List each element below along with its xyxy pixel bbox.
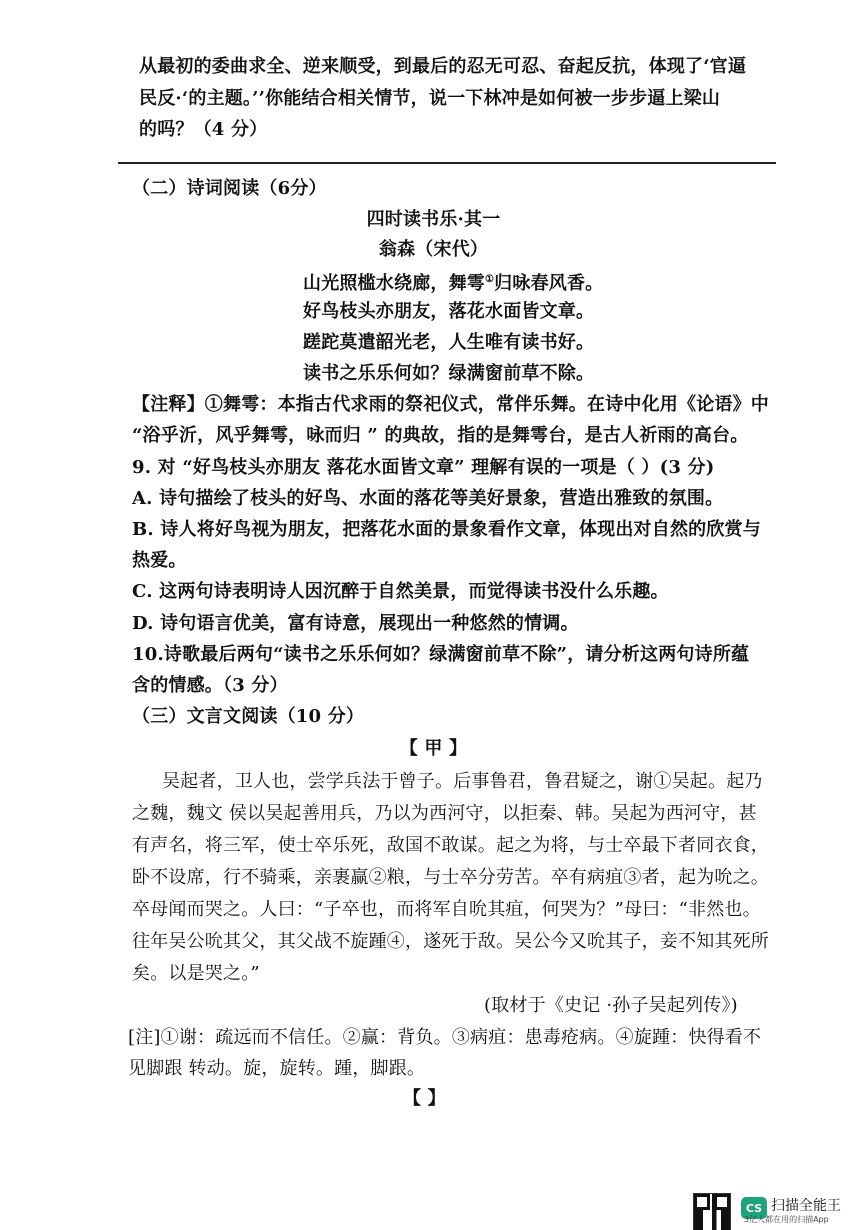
q9-option-d: D. 诗句语言优美，富有诗意，展现出一种悠然的情调。 <box>132 613 579 634</box>
part-jia-heading: 【 甲 】 <box>399 738 468 759</box>
poem-line-4: 读书之乐乐何如？绿满窗前草不除。 <box>303 363 595 384</box>
poem-line-2: 好鸟枝头亦朋友，落花水面皆文章。 <box>303 301 595 322</box>
classical-text-line-3: 有声名，将三军，使士卒乐死，敌国不敢谋。起之为将，与士卒最下者同衣食， <box>132 835 769 856</box>
scanner-brand-name: 扫描全能王 <box>771 1198 841 1214</box>
part-yi-heading: 【 】 <box>403 1088 446 1109</box>
poem-line-1-a: 山光照槛水绕廊，舞雩 <box>303 273 485 294</box>
qr-code-icon <box>694 1194 730 1230</box>
poem-line-3: 蹉跎莫遣韶光老，人生唯有读书好。 <box>303 332 595 353</box>
scanner-brand-tagline: 3亿人都在用的扫描App <box>744 1215 829 1224</box>
q9-option-c: C. 这两句诗表明诗人因沉醉于自然美景，而觉得读书没什么乐趣。 <box>132 581 669 602</box>
classical-text-line-6: 往年吴公吮其父，其父战不旋踵④，遂死于敌。吴公今又吮其子，妾不知其死所 <box>132 931 769 952</box>
footnote-mark: ① <box>485 274 495 285</box>
poem-title: 四时读书乐·其一 <box>366 209 501 230</box>
classical-text-line-7: 矣。以是哭之。” <box>132 963 260 984</box>
classical-note-2: 见脚跟 转动。旋，旋转。踵，脚跟。 <box>128 1058 426 1079</box>
poem-line-1-b: 归咏春风香。 <box>494 273 604 294</box>
q9-option-b-1: B. 诗人将好鸟视为朋友，把落花水面的景象看作文章，体现出对自然的欣赏与 <box>132 519 761 540</box>
q10-line-1: 10.诗歌最后两句“读书之乐乐何如？绿满窗前草不除”，请分析这两句诗所蕴 <box>132 644 750 665</box>
q8-line-3: 的吗？（4 分） <box>139 119 268 140</box>
classical-source: (取材于《史记 ·孙子吴起列传》) <box>484 995 738 1016</box>
poem-note-1: 【注释】①舞雩：本指古代求雨的祭祀仪式，常伴乐舞。在诗中化用《论语》中 <box>132 394 769 415</box>
classical-note-1: [注]①谢：疏远而不信任。②赢：背负。③病疽：患毒疮病。④旋踵：快得看不 <box>128 1027 762 1048</box>
classical-text-line-1: 吴起者，卫人也，尝学兵法于曾子。后事鲁君，鲁君疑之，谢①吴起。起乃 <box>162 771 763 792</box>
section3-heading: （三）文言文阅读（10 分） <box>132 706 365 727</box>
classical-text-line-2: 之魏，魏文 侯以吴起善用兵，乃以为西河守，以拒秦、韩。吴起为西河守，甚 <box>132 803 757 824</box>
badge-text: CS <box>745 1201 763 1215</box>
section-divider <box>118 162 776 164</box>
q9-stem: 9. 对 “好鸟枝头亦朋友 落花水面皆文章” 理解有误的一项是（ ）(3 分) <box>132 457 715 478</box>
section2-heading: （二）诗词阅读（6分） <box>132 178 327 199</box>
poem-author: 翁森（宋代） <box>378 239 489 260</box>
q9-option-a: A. 诗句描绘了枝头的好鸟、水面的落花等美好景象，营造出雅致的氛围。 <box>132 488 724 509</box>
poem-note-2: “浴乎沂，风乎舞雩，咏而归 ” 的典故，指的是舞雩台，是古人祈雨的高台。 <box>132 425 749 446</box>
poem-line-1 <box>303 268 603 296</box>
classical-text-line-4: 卧不设席，行不骑乘，亲裹赢②粮，与士卒分劳苦。卒有病疽③者，起为吮之。 <box>132 867 769 888</box>
q9-option-b-2: 热爱。 <box>132 550 187 571</box>
classical-text-line-5: 卒母闻而哭之。人曰：“子卒也，而将军自吮其疽，何哭为？”母曰：“非然也。 <box>132 899 761 920</box>
q8-line-2: 民反·‘的主题。’’你能结合相关情节，说一下林冲是如何被一步步逼上梁山 <box>139 88 721 109</box>
q10-line-2: 含的情感。（3 分） <box>132 675 288 696</box>
q8-line-1: 从最初的委曲求全、逆来顺受，到最后的忍无可忍、奋起反抗，体现了‘官逼 <box>139 56 747 77</box>
